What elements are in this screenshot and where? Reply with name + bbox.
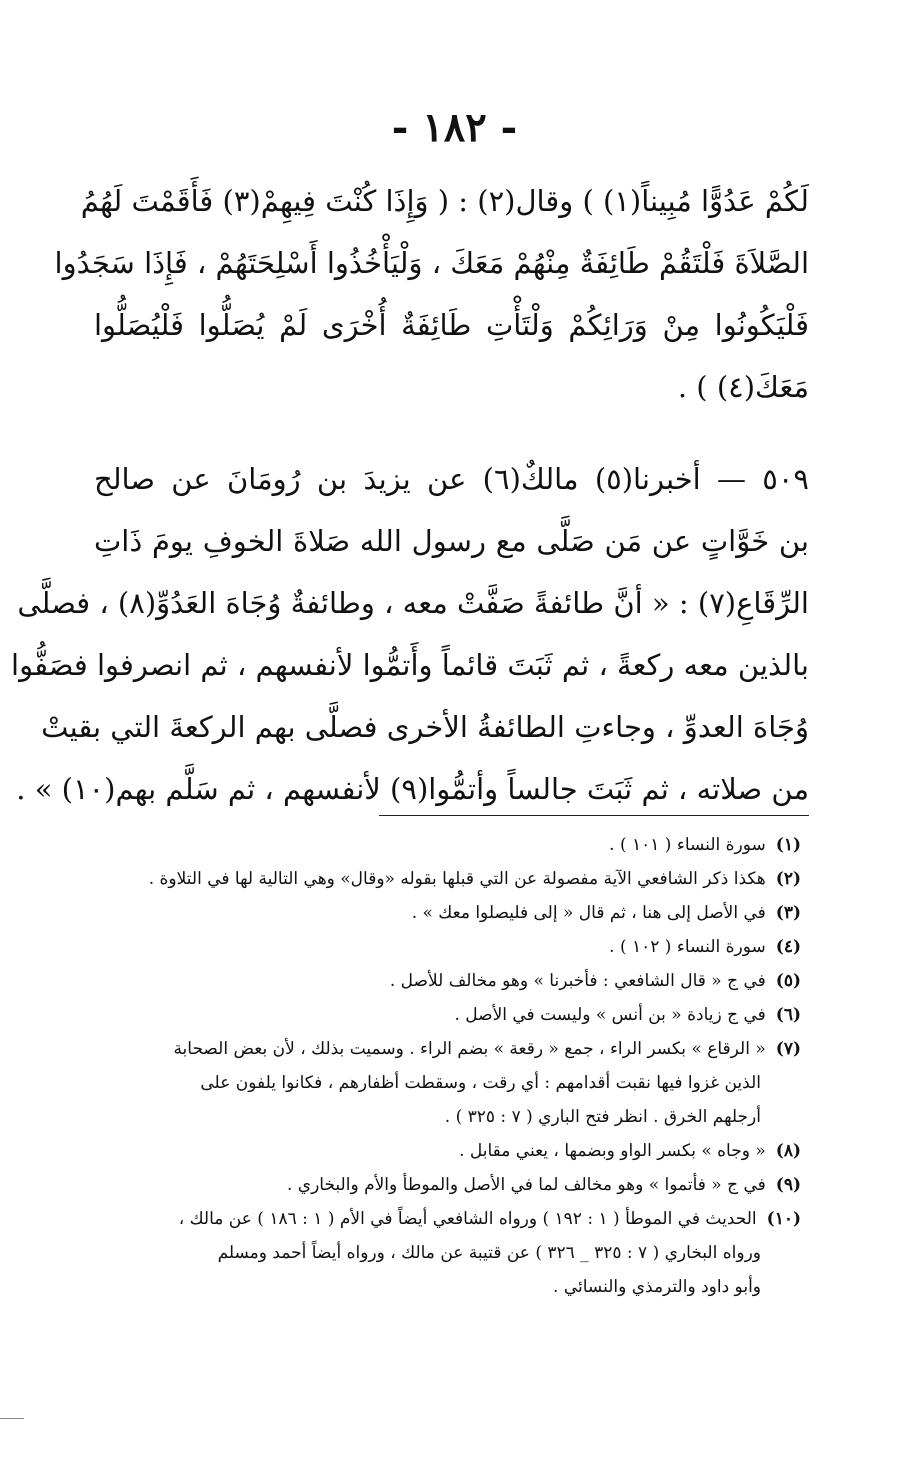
scan-edge-mark — [0, 1418, 24, 1419]
footnote-10-continued: وأبو داود والترمذي والنسائي . — [553, 1277, 761, 1297]
footnotes — [91, 828, 801, 1304]
text-line: مَعَكَ(٤) ) . — [677, 370, 809, 404]
footnote-10 — [91, 1202, 801, 1236]
footnote-number: (٣) — [775, 903, 801, 923]
footnote-text: هكذا ذكر الشافعي الآية مفصولة عن التي قبلها بقوله «وقال» وهي التالية لها في التلاوة . — [148, 869, 766, 889]
footnote-number: (٥) — [775, 971, 801, 991]
footnote-text: سورة النساء ( ١٠١ ) . — [609, 835, 766, 855]
footnote-6 — [91, 998, 801, 1032]
footnote-text: في الأصل إلى هنا ، ثم قال « إلى فليصلوا معك » . — [411, 903, 766, 923]
footnote-text: في ج « فأتموا » وهو مخالف لما في الأصل والموطأ والأم والبخاري . — [286, 1175, 766, 1195]
footnote-number: (٨) — [775, 1141, 801, 1161]
footnote-number: (٦) — [775, 1005, 801, 1025]
footnote-8 — [91, 1134, 801, 1168]
footnote-10-continued: ورواه البخاري ( ٧ : ٣٢٥ _ ٣٢٦ ) عن قتيبة عن مالك ، ورواه أيضاً أحمد ومسلم — [217, 1243, 761, 1263]
text-line: من صلاته ، ثم ثَبَتَ جالساً وأتمُّوا(٩) لأنفسهم ، ثم سَلَّم بهم(١٠) » . — [16, 772, 809, 806]
footnote-2 — [91, 862, 801, 896]
text-line: لَكُمْ عَدُوًّا مُبِيناً(١) ) وقال(٢) : ( وَإِذَا كُنْتَ فِيهِمْ(٣) فَأَقَمْتَ لَهُمُ — [80, 184, 809, 218]
footnote-number: (٩) — [775, 1175, 801, 1195]
footnote-text: سورة النساء ( ١٠٢ ) . — [609, 937, 766, 957]
footnote-text: « وجاه » بكسر الواو وبضمها ، يعني مقابل . — [459, 1141, 766, 1161]
footnote-7 — [91, 1032, 801, 1066]
footnote-text: في ج « قال الشافعي : فأخبرنا » وهو مخالف للأصل . — [389, 971, 766, 991]
footnote-text: في ج زيادة « بن أنس » وليست في الأصل . — [454, 1005, 766, 1025]
footnote-number: (١٠) — [766, 1209, 801, 1229]
text-line: وُجَاهَ العدوِّ ، وجاءتِ الطائفةُ الأخرى فصلَّى بهم الركعةَ التي بقيتْ — [41, 710, 809, 744]
footnote-divider — [379, 815, 809, 816]
footnote-text: « الرقاع » بكسر الراء ، جمع « رقعة » بضم الراء . وسميت بذلك ، لأن بعض الصحابة — [173, 1039, 766, 1059]
text-line: بن خَوَّاتٍ عن مَن صَلَّى مع رسول الله صَلاةَ الخوفِ يومَ ذَاتِ — [94, 524, 809, 558]
footnote-text: الحديث في الموطأ ( ١ : ١٩٢ ) ورواه الشافعي أيضاً في الأم ( ١ : ١٨٦ ) عن مالك ، — [178, 1209, 757, 1229]
footnote-5 — [91, 964, 801, 998]
text-line: فَلْيَكُونُوا مِنْ وَرَائِكُمْ وَلْتَأْتِ طَائِفَةٌ أُخْرَى لَمْ يُصَلُّوا فَلْيُصَلُّوا — [94, 308, 809, 342]
footnote-number: (١) — [775, 835, 801, 855]
footnote-7-continued: الذين غزوا فيها نقبت أقدامهم : أي رقت ، وسقطت أظفارهم ، فكانوا يلفون على — [200, 1073, 761, 1093]
text-line: الرِّقَاعِ(٧) : « أنَّ طائفةً صَفَّتْ معه ، وطائفةٌ وُجَاهَ العَدُوِّ(٨) ، فصلَّى — [17, 586, 809, 620]
footnote-number: (٤) — [775, 937, 801, 957]
main-text — [11, 170, 809, 820]
footnote-9 — [91, 1168, 801, 1202]
footnote-7-continued: أرجلهم الخرق . انظر فتح الباري ( ٧ : ٣٢٥ ) . — [444, 1107, 761, 1127]
text-line: بالذين معه ركعةً ، ثم ثَبَتَ قائماً وأَتمُّوا لأنفسهم ، ثم انصرفوا فصَفُّوا — [11, 648, 809, 682]
text-line: ٥٠٩ — أخبرنا(٥) مالكٌ(٦) عن يزيدَ بن رُومَانَ عن صالح — [94, 462, 809, 496]
footnote-number: (٢) — [775, 869, 801, 889]
footnote-number: (٧) — [775, 1039, 801, 1059]
footnote-3 — [91, 896, 801, 930]
text-line: الصَّلاَةَ فَلْتَقُمْ طَائِفَةٌ مِنْهُمْ مَعَكَ ، وَلْيَأْخُذُوا أَسْلِحَتَهُمْ ، فَإِذَا سَجَدُوا — [54, 246, 809, 280]
footnote-4 — [91, 930, 801, 964]
page-number: - ١٨٢ - — [391, 104, 518, 151]
footnote-1 — [91, 828, 801, 862]
